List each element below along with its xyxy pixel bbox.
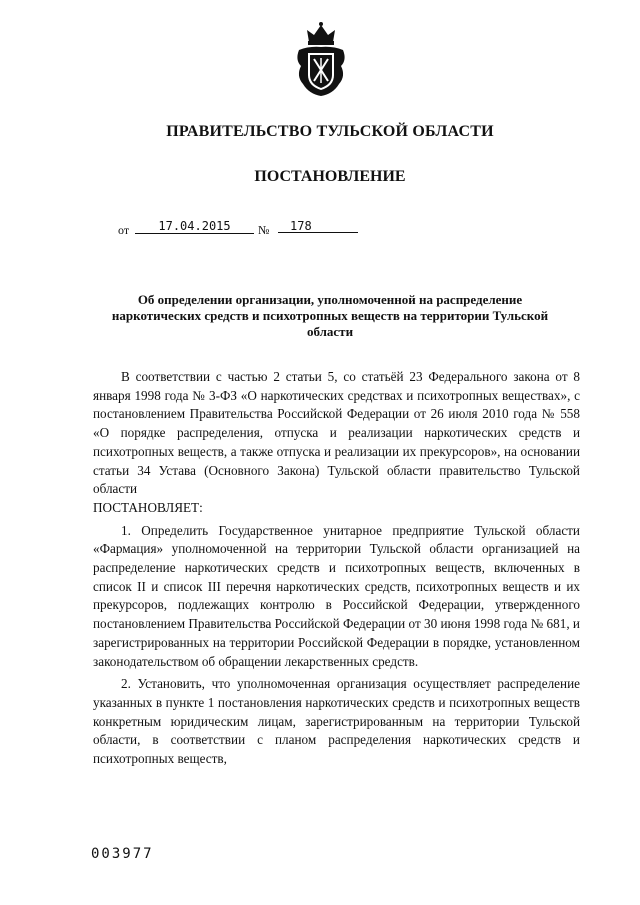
document-subject: Об определении организации, уполномоченной на распределение наркотических средств и психотропных веществ на территории Тульской области	[111, 292, 549, 339]
coat-of-arms-emblem	[293, 20, 349, 98]
decree-word: ПОСТАНОВЛЯЕТ:	[93, 499, 203, 515]
preamble-paragraph: В соответствии с частью 2 статьи 5, со статьёй 23 Федерального закона от 8 января 1998 года № 3-ФЗ «О наркотических средствах и психотропных веществах», с постановлением Правительства Российской Федерации от 26 июля 2010 года № 558 «О порядке распределения, отпуска и реализации наркотических средств и психотропных веществ, а также отпуска и реализации их прекурсоров», на основании статьи 34 Устава (Основного Закона) Тульской области правительство Тульской области	[93, 369, 580, 497]
document-body	[93, 368, 580, 769]
date-label: от	[118, 223, 130, 237]
government-title: ПРАВИТЕЛЬСТВО ТУЛЬСКОЙ ОБЛАСТИ	[166, 123, 494, 140]
document-type: ПОСТАНОВЛЕНИЕ	[254, 168, 406, 185]
serial-number: 003977	[91, 846, 154, 862]
number-label: №	[258, 223, 270, 237]
document-date: 17.04.2015	[135, 219, 254, 234]
registration-line	[118, 219, 418, 239]
item-2-paragraph: 2. Установить, что уполномоченная организация осуществляет распределение указанных в пункте 1 постановления наркотических средств и психотропных веществ конкретным юридическим лицам, зарегистрированным на территории Тульской области, в соответствии с планом распределения наркотических средств и психотропных веществ,	[93, 676, 580, 767]
document-number: 178	[278, 219, 358, 233]
item-1-paragraph: 1. Определить Государственное унитарное предприятие Тульской области «Фармация» уполномоченной на территории Тульской области организацией на распределение наркотических средств и психотропных веществ, включенных в список II и список III перечня наркотических средств, психотропных веществ и их прекурсоров, подлежащих контролю в Российской Федерации, утвержденного постановлением Правительства Российской Федерации от 30 июня 1998 года № 681, и зарегистрированных на территории Российской Федерации в порядке, установленном законодательством об обращении лекарственных средств.	[93, 522, 580, 669]
